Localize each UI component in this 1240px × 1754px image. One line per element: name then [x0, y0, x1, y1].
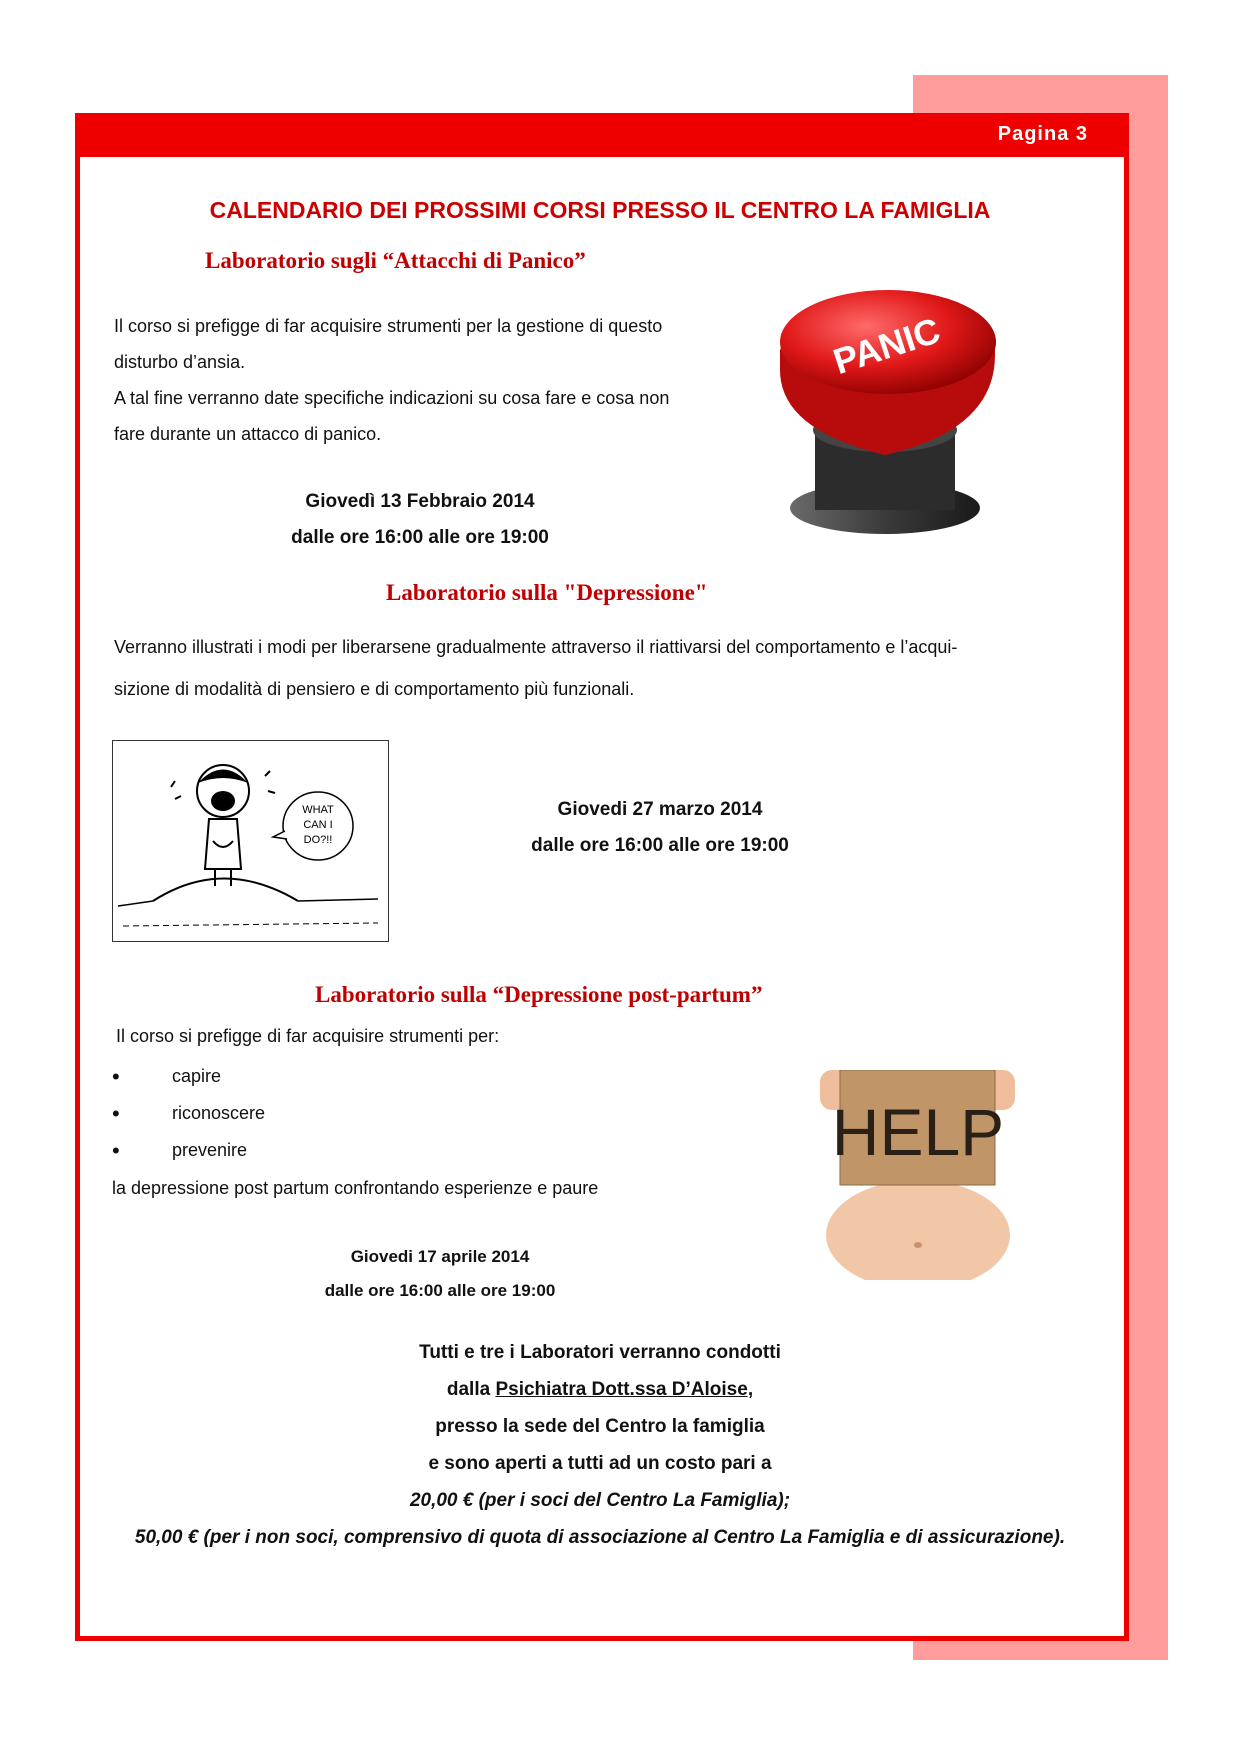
panic-description [114, 308, 734, 452]
panic-date: Giovedì 13 Febbraio 2014 [305, 491, 535, 512]
help-sign-label: HELP [831, 1095, 1005, 1169]
closing-prefix: dalla [446, 1379, 496, 1400]
list-item: • riconoscere [112, 1095, 265, 1132]
list-item: • capire [112, 1058, 265, 1095]
postpartum-section-title: Laboratorio sulla “Depressione post-partum” [315, 982, 763, 1007]
panic-line: fare durante un attacco di panico. [114, 424, 382, 444]
depression-date: Giovedi 27 marzo 2014 [557, 799, 763, 820]
postpartum-outro: la depressione post partum confrontando esperienze e paure [112, 1178, 599, 1198]
header-bar [75, 113, 1129, 157]
postpartum-time: dalle ore 16:00 alle ore 19:00 [324, 1281, 556, 1300]
postpartum-intro: Il corso si prefigge di far acquisire strumenti per: [116, 1026, 500, 1046]
page-number: Pagina 3 [997, 123, 1088, 145]
panic-section-title: Laboratorio sugli “Attacchi di Panico” [205, 248, 586, 273]
cartoon-text-line: CAN I [303, 819, 333, 831]
panic-line: Il corso si prefigge di far acquisire strumenti per la gestione di questo [114, 316, 663, 336]
panic-line: disturbo d’ansia. [114, 352, 246, 372]
depression-time: dalle ore 16:00 alle ore 19:00 [531, 835, 789, 856]
postpartum-bullet-list [112, 1058, 265, 1169]
depression-section-title: Laboratorio sulla "Depressione" [386, 580, 708, 605]
panic-line: A tal fine verranno date specifiche indicazioni su cosa fare e cosa non [114, 388, 670, 408]
member-price: 20,00 € (per i soci del Centro La Famiglia); [409, 1490, 791, 1511]
help-sign-image [800, 1070, 1030, 1280]
psychiatrist-name: Psichiatra Dott.ssa D’Aloise, [495, 1379, 754, 1400]
panic-image-label: PANIC [828, 309, 945, 383]
depression-description [114, 626, 1074, 710]
cartoon-text-line: WHAT [302, 804, 334, 816]
closing-line [100, 1371, 1100, 1408]
cartoon-text-line: DO?!! [303, 834, 333, 846]
non-member-price: 50,00 € (per i non soci, comprensivo di quota di associazione al Centro La Famiglia e di assicurazione). [134, 1527, 1066, 1548]
page-title: CALENDARIO DEI PROSSIMI CORSI PRESSO IL CENTRO LA FAMIGLIA [209, 197, 991, 223]
depression-line: Verranno illustrati i modi per liberarsene gradualmente attraverso il riattivarsi del comportamento e l’acqui- [114, 637, 958, 657]
closing-line: Tutti e tre i Laboratori verranno condotti [419, 1342, 781, 1363]
closing-line: presso la sede del Centro la famiglia [435, 1416, 765, 1437]
panic-button-image [760, 280, 1030, 540]
closing-line: e sono aperti a tutti ad un costo pari a [428, 1453, 772, 1474]
depression-schedule [470, 792, 850, 864]
postpartum-date: Giovedi 17 aprile 2014 [350, 1247, 530, 1266]
cartoon-image [112, 740, 389, 942]
depression-line: sizione di modalità di pensiero e di comportamento più funzionali. [114, 679, 635, 699]
list-item: • prevenire [112, 1132, 265, 1169]
closing-notes [100, 1334, 1100, 1556]
panic-schedule [230, 484, 610, 556]
panic-time: dalle ore 16:00 alle ore 19:00 [291, 527, 549, 548]
postpartum-schedule [290, 1240, 590, 1308]
